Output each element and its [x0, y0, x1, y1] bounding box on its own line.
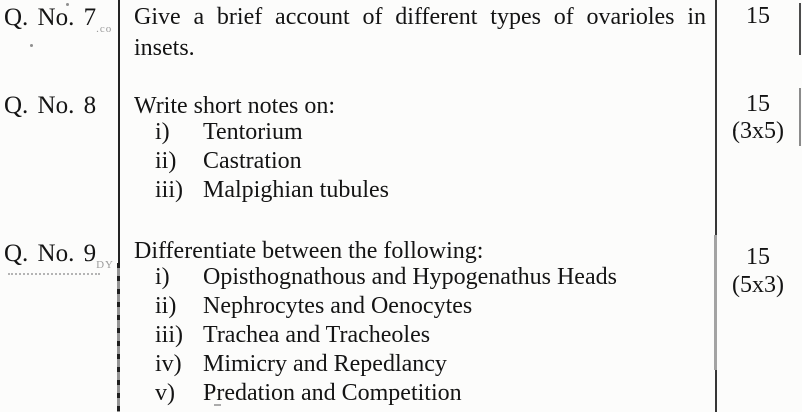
scan-artifact-text: DY [96, 259, 114, 271]
list-item-numeral: ii) [155, 293, 177, 319]
list-item-text: Trachea and Tracheoles [203, 322, 431, 348]
list-item-numeral: iv) [155, 351, 182, 377]
list-item-text: Opisthognathous and Hypogenathus Heads [203, 264, 617, 290]
marks-column-divider [715, 0, 717, 412]
q9-marks: 15 [746, 244, 770, 270]
list-item-text: Predation and Competition [203, 380, 462, 406]
question-number-label: Q. No. 7 [4, 4, 97, 31]
q7-body-line2: insets. [134, 35, 195, 61]
list-item-text: Nephrocytes and Oenocytes [203, 293, 473, 319]
q8-intro: Write short notes on: [134, 93, 335, 119]
q9-list-item [155, 292, 472, 320]
question-number-q7 [4, 4, 112, 36]
q9-intro: Differentiate between the following: [134, 238, 484, 264]
list-item-text: Castration [203, 148, 302, 174]
list-item-text: Malpighian tubules [203, 177, 389, 203]
list-item-numeral: iii) [155, 177, 183, 203]
list-item-text: Tentorium [203, 119, 303, 145]
list-item-text: Mimicry and Repedlancy [203, 351, 447, 377]
q7-marks: 15 [746, 3, 770, 29]
q9-marks-detail: (5x3) [732, 272, 784, 298]
q8-marks: 15 [746, 91, 770, 117]
q8-marks-detail: (3x5) [732, 118, 784, 144]
q9-list-item [155, 379, 462, 407]
question-number-q8 [4, 92, 96, 120]
list-item-numeral: ii) [155, 148, 177, 174]
scan-noise-underline [8, 273, 100, 275]
list-item-numeral: v) [155, 380, 175, 406]
q9-list-item [155, 350, 447, 378]
q7-body-line1: Give a brief account of different types of ovarioles in [134, 4, 706, 30]
q8-list-item [155, 176, 389, 204]
question-number-label: Q. No. 8 [4, 92, 97, 119]
q8-list-item [155, 147, 302, 175]
list-item-numeral: i) [155, 264, 170, 290]
list-item-numeral: iii) [155, 322, 183, 348]
list-item-numeral: i) [155, 119, 170, 145]
q8-list-item [155, 118, 303, 146]
q9-list-item [155, 321, 430, 349]
q9-list-item [155, 263, 617, 291]
question-column-divider [118, 0, 120, 412]
question-number-label: Q. No. 9 [4, 240, 97, 267]
question-number-q9 [4, 240, 114, 272]
scan-noise-dot [30, 44, 33, 47]
scan-artifact-text: .co [96, 23, 113, 35]
